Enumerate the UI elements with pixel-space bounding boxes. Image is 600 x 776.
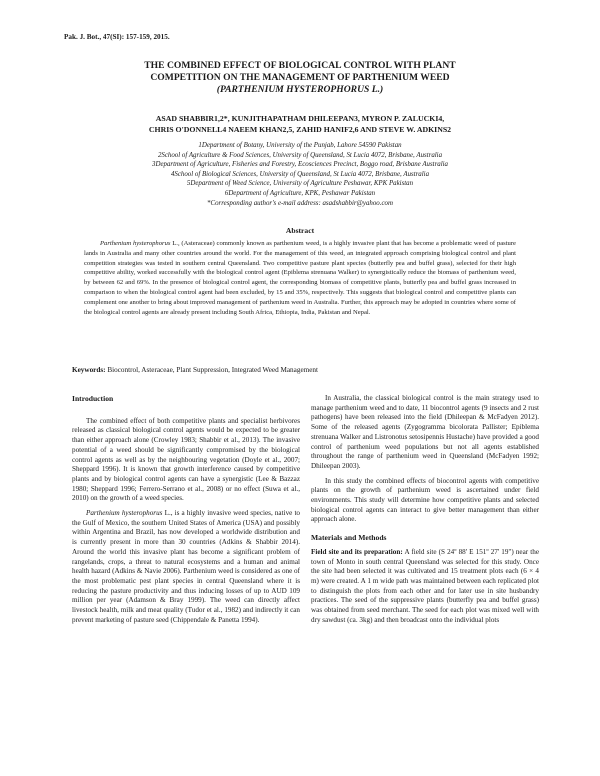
keywords-text: Biocontrol, Asteraceae, Plant Suppression, Integrated Weed Management	[107, 366, 319, 374]
keywords	[72, 366, 528, 374]
intro-paragraph-2	[72, 509, 300, 625]
authors-line-1: ASAD SHABBIR1,2*, KUNJITHAPATHAM DHILEEPAN3, MYRON P. ZALUCKI4,	[155, 114, 445, 123]
affiliation-5: 5Department of Weed Science, University of Agriculture Peshawar, KPK Pakistan	[186, 180, 414, 188]
introduction-heading: Introduction	[72, 394, 114, 403]
left-column	[72, 394, 300, 630]
affiliations	[70, 141, 530, 208]
abstract-text: L., (Asteraceae) commonly known as parthenium weed, is a highly invasive plant that has become a problematic weed of pasture lands in Australia and many other countries around the world. For the management of this weed, an integrated approach comprising biological control and plant competition strategies was tested in southern central Queensland. Two competitive pasture plant species (butterfly pea and buffel grass), selected for their high competitive ability, worked successfully with the biological control agent (Epiblema strenuana Walker) to synergistically reduce the biomass of parthenium weed, by between 62 and 69%. In the presence of biological control agent, the corresponding biomass of competitive plants, butterfly pea and buffel grass increased in comparison to when the biological control agent had been excluded, by 15 and 35%, respectively. This suggests that biological control and competitive plants can complement one another to bring about improved management of parthenium weed in Australia. Further, this approach may be adopted in countries where some of the biological control agents are already present including South Africa, Ethiopia, India, Pakistan and Nepal.	[84, 240, 516, 316]
affiliation-6: 6Department of Agriculture, KPK, Peshawar Pakistan	[224, 189, 376, 197]
authors-line-2: CHRIS O'DONNELL4 NAEEM KHAN2,5, ZAHID HANIF2,6 AND STEVE W. ADKINS2	[148, 125, 452, 134]
methods-heading: Materials and Methods	[311, 533, 387, 543]
methods-subheading: Field site and its preparation:	[311, 547, 403, 556]
abstract-heading: Abstract	[285, 226, 315, 235]
methods-paragraph	[311, 548, 539, 626]
intro-paragraph-3: In Australia, the classical biological control is the main strategy used to manage parthenium weed and to date, 11 biocontrol agents (9 insects and 2 rust pathogens) have been released into the field (Dhileepan & McFadyen 2012). Some of the released agents (Zygogramma bicolorata Pallister; Epiblema strenuana Walker and Listronotus setosipennis Hustache) have provided a good control of parthenium weed populations but not all agents established throughout the range of parthenium weed in Queensland (McFadyen 1992; Dhileepan 2003).	[311, 394, 539, 470]
keywords-label: Keywords:	[72, 366, 106, 374]
title-line-2: COMPETITION ON THE MANAGEMENT OF PARTHENIUM WEED	[150, 72, 450, 83]
intro-paragraph-2-text: L., is a highly invasive weed species, native to the Gulf of Mexico, the southern United States of America (USA) and possibly within Argentina and Brazil, has now developed a worldwide distribution and is currently present in more than 30 countries (Adkins & Shabbir 2014). Around the world this invasive plant has become a significant problem of rangelands, crops, a threat to natural ecosystems and a human and animal health hazard (Adkins & Navie 2006). Parthenium weed is considered as one of the most problematic pest plant species in central Queensland where it is reducing the pasture productivity and thus inducing losses of up to AUD 109 million per year (Adamson & Bray 1999). The weed can directly affect livestock health, milk and meat quality (Tudor et al., 1982) and indirectly it can prevent marketing of pasture seed (Chippendale & Panetta 1994).	[72, 509, 300, 624]
affiliation-3: 3Department of Agriculture, Fisheries and Forestry, Ecosciences Precinct, Boggo road, Brisbane Australia	[152, 161, 448, 169]
title-line-3: (PARTHENIUM HYSTEROPHORUS L.)	[216, 84, 384, 95]
abstract-body	[84, 239, 516, 317]
paper-title	[80, 60, 520, 96]
affiliation-4: 4School of Biological Sciences, University of Queensland, St Lucia 4072, Brisbane, Australia	[170, 170, 430, 178]
abstract-species: Parthenium hysterophorus	[100, 240, 171, 247]
title-line-1: THE COMBINED EFFECT OF BIOLOGICAL CONTROL WITH PLANT	[144, 60, 456, 71]
methods-text: A field site (S 24º 88' E 151º 27' 19") near the town of Monto in south central Queensland was selected for this study. Once the site had been selected it was cultivated and 15 treatment plots each (6 × 4 m) were created. A 1 m wide path was maintained between each replicated plot to distinguish the plots from each other and for later use in site husbandry practices. The seed of the suppressive plants (butterfly pea and buffel grass) was obtained from seed merchant. The seed for each plot was mixed well with dry sawdust (ca. 3kg) and then broadcast onto the individual plots	[311, 547, 539, 624]
corresponding-author: *Corresponding author's e-mail address: asadshabbir@yahoo.com	[207, 199, 393, 207]
affiliation-1: 1Department of Botany, University of the Punjab, Lahore 54590 Pakistan	[198, 142, 402, 149]
author-list	[80, 113, 520, 135]
intro-paragraph-1: The combined effect of both competitive plants and specialist herbivores released as classical biological control agents would be expected to be greater than either approach alone (Crowley 1983; Shabbir et al., 2013). The invasive potential of a weed should be significantly compromised by the biological control agents as well as by the neighbouring vegetation (Doyle et al., 2007; Sheppard 1996). It is known that growth interference caused by competitive plants and by biological control agents can have a synergistic (Lee & Bazzaz 1980; Sheppard 1996; Ferrero-Serrano et al., 2008) or no effect (Suwa et al., 2010) on the growth of a weed species.	[72, 416, 300, 503]
affiliation-2: 2School of Agriculture & Food Sciences, University of Queensland, St Lucia 4072, Brisbane, Australia	[157, 151, 443, 159]
intro-paragraph-4: In this study the combined effects of biocontrol agents with competitive plants on the growth of parthenium weed is ascertained under field environments. This study will determine how competitive plants and selected biological control agents can interact to give better management than either approach alone.	[311, 476, 539, 524]
right-column	[311, 394, 539, 630]
journal-reference: Pak. J. Bot., 47(SI): 157-159, 2015.	[64, 33, 170, 41]
intro-species: Parthenium hysterophorus	[86, 509, 163, 518]
